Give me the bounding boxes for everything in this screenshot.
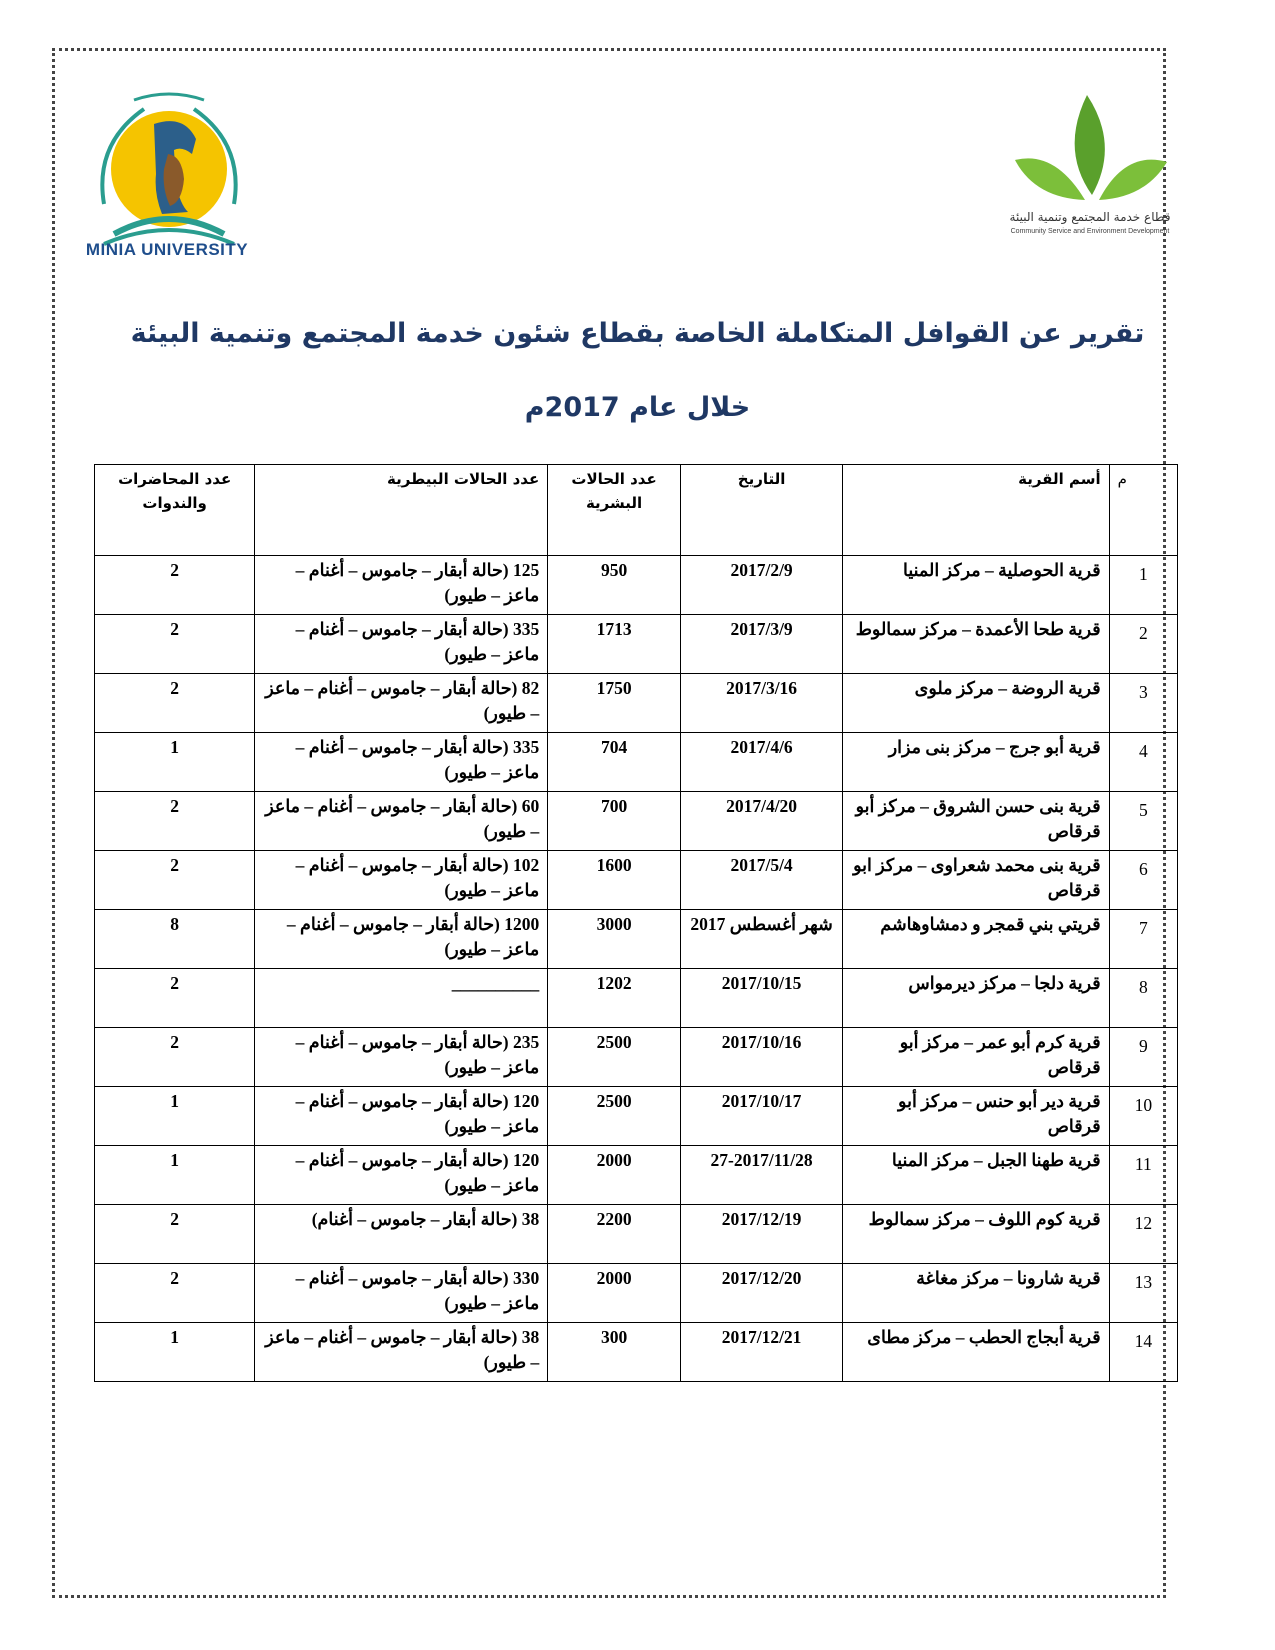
human-cases: 2000 [548,1264,681,1323]
caravan-date: 2017/3/16 [680,674,842,733]
caravan-date: 2017/5/4 [680,851,842,910]
lectures-count: 1 [95,1323,255,1382]
row-number: 1 [1109,556,1177,615]
lectures-count: 2 [95,969,255,1028]
vet-cases: 38 (حالة أبقار – جاموس – أغنام) [255,1205,548,1264]
table-row [95,1146,1178,1205]
human-cases: 1600 [548,851,681,910]
row-number: 8 [1109,969,1177,1028]
village-name: قرية دلجا – مركز ديرمواس [843,969,1109,1028]
village-name: قرية دير أبو حنس – مركز أبو قرقاص [843,1087,1109,1146]
table-row [95,851,1178,910]
lectures-count: 2 [95,556,255,615]
report-subtitle: خلال عام 2017م [524,392,751,423]
human-cases: 2500 [548,1028,681,1087]
header-lectures: عدد المحاضرات والندوات [95,465,255,556]
row-number: 10 [1109,1087,1177,1146]
village-name: قرية بنى حسن الشروق – مركز أبو قرقاص [843,792,1109,851]
table-header-row [95,465,1178,556]
caravan-date: 27-2017/11/28 [680,1146,842,1205]
table-row [95,1205,1178,1264]
village-name: قرية الحوصلية – مركز المنيا [843,556,1109,615]
village-name: قرية أبجاج الحطب – مركز مطاى [843,1323,1109,1382]
village-name: قرية كوم اللوف – مركز سمالوط [843,1205,1109,1264]
lectures-count: 2 [95,615,255,674]
vet-cases: 330 (حالة أبقار – جاموس – أغنام – ماعز – طيور) [255,1264,548,1323]
table-row [95,556,1178,615]
vet-cases: 120 (حالة أبقار – جاموس – أغنام – ماعز – طيور) [255,1146,548,1205]
human-cases: 704 [548,733,681,792]
table-row [95,1087,1178,1146]
vet-cases: 82 (حالة أبقار – جاموس – أغنام – ماعز – طيور) [255,674,548,733]
vet-cases: 335 (حالة أبقار – جاموس – أغنام – ماعز – طيور) [255,615,548,674]
human-cases: 1713 [548,615,681,674]
human-cases: 2500 [548,1087,681,1146]
row-number: 14 [1109,1323,1177,1382]
sector-name-english: Community Service and Environment Development [1010,228,1170,235]
caravan-date: شهر أغسطس 2017 [680,910,842,969]
vet-cases: 235 (حالة أبقار – جاموس – أغنام – ماعز – طيور) [255,1028,548,1087]
row-number: 9 [1109,1028,1177,1087]
caravans-table [94,464,1178,1382]
village-name: قرية شارونا – مركز مغاغة [843,1264,1109,1323]
village-name: قرية الروضة – مركز ملوى [843,674,1109,733]
row-number: 11 [1109,1146,1177,1205]
lectures-count: 2 [95,851,255,910]
caravan-date: 2017/10/16 [680,1028,842,1087]
human-cases: 700 [548,792,681,851]
row-number: 3 [1109,674,1177,733]
caravan-date: 2017/12/19 [680,1205,842,1264]
village-name: قرية أبو جرج – مركز بنى مزار [843,733,1109,792]
lectures-count: 2 [95,1028,255,1087]
row-number: 5 [1109,792,1177,851]
caravan-date: 2017/2/9 [680,556,842,615]
lectures-count: 1 [95,1087,255,1146]
table-row [95,733,1178,792]
header-vet-cases: عدد الحالات البيطرية [255,465,548,556]
vet-cases: 1200 (حالة أبقار – جاموس – أغنام – ماعز – طيور) [255,910,548,969]
vet-cases: 120 (حالة أبقار – جاموس – أغنام – ماعز – طيور) [255,1087,548,1146]
human-cases: 1202 [548,969,681,1028]
row-number: 12 [1109,1205,1177,1264]
row-number: 13 [1109,1264,1177,1323]
human-cases: 2000 [548,1146,681,1205]
table-row [95,674,1178,733]
row-number: 2 [1109,615,1177,674]
village-name: قرية طحا الأعمدة – مركز سمالوط [843,615,1109,674]
table-row [95,969,1178,1028]
university-name: MINIA UNIVERSITY [85,240,249,259]
village-name: قرية كرم أبو عمر – مركز أبو قرقاص [843,1028,1109,1087]
header-num: م [1109,465,1177,556]
vet-cases: 335 (حالة أبقار – جاموس – أغنام – ماعز – طيور) [255,733,548,792]
lectures-count: 8 [95,910,255,969]
header-date: التاريخ [680,465,842,556]
village-name: قرية بنى محمد شعراوى – مركز ابو قرقاص [843,851,1109,910]
caravan-date: 2017/12/21 [680,1323,842,1382]
lectures-count: 2 [95,674,255,733]
caravan-date: 2017/4/6 [680,733,842,792]
table-row [95,910,1178,969]
lectures-count: 1 [95,733,255,792]
caravan-date: 2017/10/17 [680,1087,842,1146]
vet-cases: 38 (حالة أبقار – جاموس – أغنام – ماعز – طيور) [255,1323,548,1382]
row-number: 7 [1109,910,1177,969]
vet-cases: 125 (حالة أبقار – جاموس – أغنام – ماعز – طيور) [255,556,548,615]
village-name: قريتي بني قمجر و دمشاوهاشم [843,910,1109,969]
row-number: 4 [1109,733,1177,792]
human-cases: 2200 [548,1205,681,1264]
header-village: أسم القرية [843,465,1109,556]
table-row [95,1323,1178,1382]
table-row [95,615,1178,674]
lectures-count: 1 [95,1146,255,1205]
human-cases: 300 [548,1323,681,1382]
report-title: تقرير عن القوافل المتكاملة الخاصة بقطاع شئون خدمة المجتمع وتنمية البيئة [130,318,1145,349]
human-cases: 1750 [548,674,681,733]
caravan-date: 2017/4/20 [680,792,842,851]
caravan-date: 2017/3/9 [680,615,842,674]
sector-leaf-logo [995,90,1190,250]
table-row [95,1264,1178,1323]
vet-cases: 60 (حالة أبقار – جاموس – أغنام – ماعز – طيور) [255,792,548,851]
caravan-date: 2017/12/20 [680,1264,842,1323]
lectures-count: 2 [95,1264,255,1323]
row-number: 6 [1109,851,1177,910]
village-name: قرية طهنا الجبل – مركز المنيا [843,1146,1109,1205]
human-cases: 950 [548,556,681,615]
vet-cases: __________ [255,969,548,1028]
sector-name-arabic: قطاع خدمة المجتمع وتنمية البيئة [1009,210,1171,224]
header-human-cases: عدد الحالات البشرية [548,465,681,556]
caravan-date: 2017/10/15 [680,969,842,1028]
human-cases: 3000 [548,910,681,969]
vet-cases: 102 (حالة أبقار – جاموس – أغنام – ماعز – طيور) [255,851,548,910]
table-row [95,1028,1178,1087]
lectures-count: 2 [95,792,255,851]
table-row [95,792,1178,851]
lectures-count: 2 [95,1205,255,1264]
